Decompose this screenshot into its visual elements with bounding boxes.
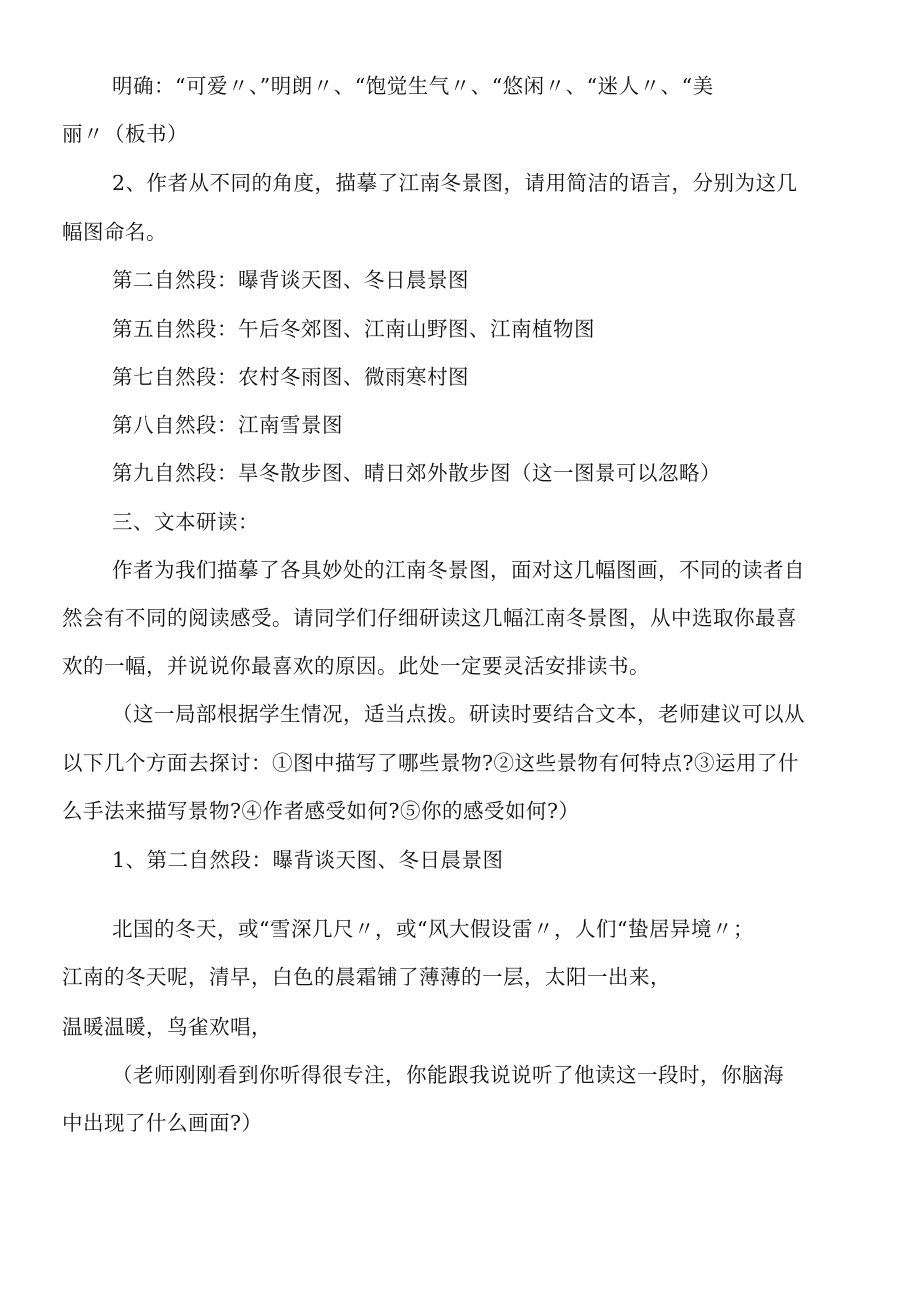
question-2-line: 2、作者从不同的角度，描摹了江南冬景图，请用简洁的语言，分别为这几	[112, 171, 798, 195]
teacher-prompt-line: 中出现了什么画面?）	[62, 1111, 263, 1135]
answer-line-continued: 丽〃（板书）	[62, 122, 188, 146]
body-text-line: 北国的冬天，或“雪深几尺〃，或“风大假设雷〃，人们“蛰居异境〃；	[112, 917, 754, 941]
body-text-line: 然会有不同的阅读感受。请同学们仔细研读这几幅江南冬景图，从中选取你最喜	[62, 606, 797, 630]
teaching-note-line: 么手法来描写景物?④作者感受如何?⑤你的感受如何?）	[62, 799, 580, 823]
paragraph-9-naming: 第九自然段：旱冬散步图、晴日郊外散步图（这一图景可以忽略）	[112, 461, 721, 485]
teaching-note-line: （这一局部根据学生情况，适当点拨。研读时要结合文本，老师建议可以从	[112, 702, 805, 726]
paragraph-7-naming: 第七自然段：农村冬雨图、微雨寒村图	[112, 365, 469, 389]
subsection-heading: 1、第二自然段：曝背谈天图、冬日晨景图	[112, 848, 504, 872]
paragraph-2-naming: 第二自然段：曝背谈天图、冬日晨景图	[112, 268, 469, 292]
teacher-prompt-line: （老师刚刚看到你听得很专注，你能跟我说说听了他读这一段时，你脑海	[112, 1063, 784, 1087]
body-text-line: 江南的冬天呢，清早，白色的晨霜铺了薄薄的一层，太阳一出来，	[62, 965, 671, 989]
paragraph-8-naming: 第八自然段：江南雪景图	[112, 413, 343, 437]
section-heading: 三、文本研读：	[112, 510, 259, 534]
paragraph-5-naming: 第五自然段：午后冬郊图、江南山野图、江南植物图	[112, 317, 595, 341]
answer-line: 明确：“可爱〃、”明朗〃、“饱觉生气〃、“悠闲〃、“迷人〃、“美	[112, 74, 714, 98]
teaching-note-line: 以下几个方面去探讨：①图中描写了哪些景物?②这些景物有何特点?③运用了什	[62, 751, 799, 775]
question-2-line-continued: 幅图命名。	[62, 220, 167, 244]
body-text-line: 温暖温暖，鸟雀欢唱，	[62, 1015, 272, 1039]
body-text-line: 作者为我们描摹了各具妙处的江南冬景图，面对这几幅图画，不同的读者自	[112, 558, 805, 582]
body-text-line: 欢的一幅，并说说你最喜欢的原因。此处一定要灵活安排读书。	[62, 654, 650, 678]
